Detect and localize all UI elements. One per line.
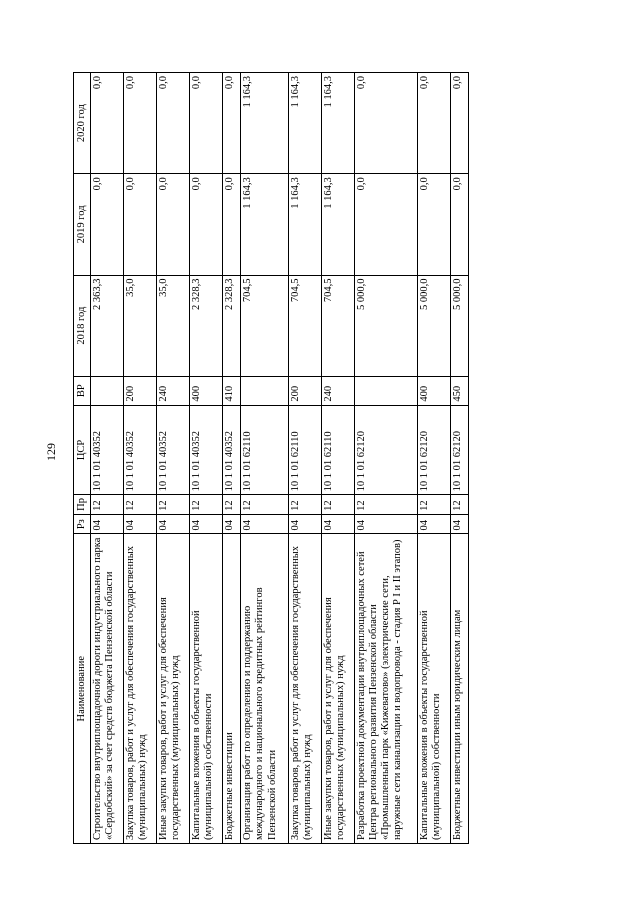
table-row xyxy=(223,73,241,844)
cell-2019: 0,0 xyxy=(417,174,450,275)
cell-rz: 04 xyxy=(322,514,355,534)
cell-2020: 1 164,3 xyxy=(322,73,355,174)
cell-vr xyxy=(91,376,124,405)
cell-csr: 10 1 01 40352 xyxy=(223,405,241,495)
table-row xyxy=(91,73,124,844)
table-row xyxy=(289,73,322,844)
cell-2020: 0,0 xyxy=(417,73,450,174)
cell-rz: 04 xyxy=(190,514,223,534)
table-row xyxy=(450,73,468,844)
header-csr: ЦСР xyxy=(74,405,91,495)
table-row xyxy=(417,73,450,844)
cell-2020: 0,0 xyxy=(91,73,124,174)
cell-2020: 0,0 xyxy=(124,73,157,174)
cell-pr: 12 xyxy=(322,495,355,515)
cell-csr: 10 1 01 62120 xyxy=(417,405,450,495)
header-2018: 2018 год xyxy=(74,275,91,376)
cell-pr: 12 xyxy=(124,495,157,515)
cell-name: Строительство внутриплощадочной дороги индустриального парка «Сердобский» за счет средств бюджета Пензенской области xyxy=(91,534,124,844)
table-row xyxy=(157,73,190,844)
cell-rz: 04 xyxy=(417,514,450,534)
cell-2018: 2 328,3 xyxy=(190,275,223,376)
cell-2019: 1 164,3 xyxy=(322,174,355,275)
header-2019: 2019 год xyxy=(74,174,91,275)
table-row xyxy=(190,73,223,844)
cell-vr xyxy=(355,376,417,405)
cell-2018: 704,5 xyxy=(289,275,322,376)
cell-2020: 0,0 xyxy=(450,73,468,174)
cell-2019: 0,0 xyxy=(223,174,241,275)
cell-2019: 1 164,3 xyxy=(289,174,322,275)
cell-rz: 04 xyxy=(450,514,468,534)
cell-rz: 04 xyxy=(223,514,241,534)
cell-2020: 0,0 xyxy=(355,73,417,174)
cell-pr: 12 xyxy=(223,495,241,515)
cell-vr: 200 xyxy=(289,376,322,405)
cell-pr: 12 xyxy=(289,495,322,515)
cell-2019: 0,0 xyxy=(190,174,223,275)
cell-vr: 450 xyxy=(450,376,468,405)
table-row xyxy=(355,73,417,844)
cell-name: Капитальные вложения в объекты государственной (муниципальной) собственности xyxy=(417,534,450,844)
header-rz: Рз xyxy=(74,514,91,534)
cell-2020: 0,0 xyxy=(223,73,241,174)
table-row xyxy=(322,73,355,844)
cell-2020: 1 164,3 xyxy=(241,73,289,174)
budget-table xyxy=(73,72,469,844)
cell-pr: 12 xyxy=(417,495,450,515)
header-name: Наименование xyxy=(74,534,91,844)
cell-2018: 35,0 xyxy=(157,275,190,376)
cell-2020: 1 164,3 xyxy=(289,73,322,174)
cell-2018: 2 363,3 xyxy=(91,275,124,376)
cell-rz: 04 xyxy=(289,514,322,534)
cell-name: Капитальные вложения в объекты государственной (муниципальной) собственности xyxy=(190,534,223,844)
cell-rz: 04 xyxy=(241,514,289,534)
cell-csr: 10 1 01 62120 xyxy=(450,405,468,495)
cell-2018: 5 000,0 xyxy=(355,275,417,376)
cell-2018: 35,0 xyxy=(124,275,157,376)
cell-name: Организация работ по определению и поддержанию международного и национального кредитных рейтингов Пензенской области xyxy=(241,534,289,844)
cell-rz: 04 xyxy=(124,514,157,534)
cell-vr: 410 xyxy=(223,376,241,405)
cell-csr: 10 1 01 40352 xyxy=(190,405,223,495)
cell-2018: 5 000,0 xyxy=(417,275,450,376)
cell-rz: 04 xyxy=(91,514,124,534)
cell-2018: 2 328,3 xyxy=(223,275,241,376)
cell-pr: 12 xyxy=(450,495,468,515)
cell-csr: 10 1 01 62110 xyxy=(289,405,322,495)
cell-name: Бюджетные инвестиции иным юридическим лицам xyxy=(450,534,468,844)
header-vr: ВР xyxy=(74,376,91,405)
cell-2020: 0,0 xyxy=(157,73,190,174)
cell-csr: 10 1 01 62120 xyxy=(355,405,417,495)
cell-2019: 0,0 xyxy=(157,174,190,275)
cell-vr: 240 xyxy=(157,376,190,405)
header-2020: 2020 год xyxy=(74,73,91,174)
cell-rz: 04 xyxy=(355,514,417,534)
cell-csr: 10 1 01 40352 xyxy=(91,405,124,495)
cell-pr: 12 xyxy=(157,495,190,515)
cell-2018: 5 000,0 xyxy=(450,275,468,376)
cell-vr: 200 xyxy=(124,376,157,405)
cell-vr: 240 xyxy=(322,376,355,405)
cell-2018: 704,5 xyxy=(322,275,355,376)
cell-csr: 10 1 01 40352 xyxy=(157,405,190,495)
cell-csr: 10 1 01 40352 xyxy=(124,405,157,495)
cell-vr xyxy=(241,376,289,405)
cell-rz: 04 xyxy=(157,514,190,534)
page-number: 129 xyxy=(44,443,58,461)
header-pr: Пр xyxy=(74,495,91,515)
cell-2019: 0,0 xyxy=(124,174,157,275)
cell-pr: 12 xyxy=(91,495,124,515)
cell-name: Разработка проектной документации внутриплощадочных сетей Центра регионального развития Пензенской области «Промышленный парк «Кижеватово» (электрические сети, наружные сети канализации и водопровода - стадия Р I и II этапов) xyxy=(355,534,417,844)
cell-2019: 0,0 xyxy=(450,174,468,275)
rotated-table-area xyxy=(73,72,469,844)
cell-csr: 10 1 01 62110 xyxy=(241,405,289,495)
cell-2019: 1 164,3 xyxy=(241,174,289,275)
cell-pr: 12 xyxy=(241,495,289,515)
cell-name: Бюджетные инвестиции xyxy=(223,534,241,844)
cell-name: Иные закупки товаров, работ и услуг для обеспечения государственных (муниципальных) нужд xyxy=(322,534,355,844)
cell-csr: 10 1 01 62110 xyxy=(322,405,355,495)
cell-name: Закупка товаров, работ и услуг для обеспечения государственных (муниципальных) нужд xyxy=(289,534,322,844)
cell-2018: 704,5 xyxy=(241,275,289,376)
cell-2019: 0,0 xyxy=(355,174,417,275)
table-header-row xyxy=(74,73,91,844)
cell-name: Закупка товаров, работ и услуг для обеспечения государственных (муниципальных) нужд xyxy=(124,534,157,844)
table-row xyxy=(124,73,157,844)
cell-2020: 0,0 xyxy=(190,73,223,174)
table-row xyxy=(241,73,289,844)
cell-vr: 400 xyxy=(190,376,223,405)
cell-2019: 0,0 xyxy=(91,174,124,275)
cell-vr: 400 xyxy=(417,376,450,405)
cell-pr: 12 xyxy=(190,495,223,515)
cell-name: Иные закупки товаров, работ и услуг для обеспечения государственных (муниципальных) нужд xyxy=(157,534,190,844)
cell-pr: 12 xyxy=(355,495,417,515)
